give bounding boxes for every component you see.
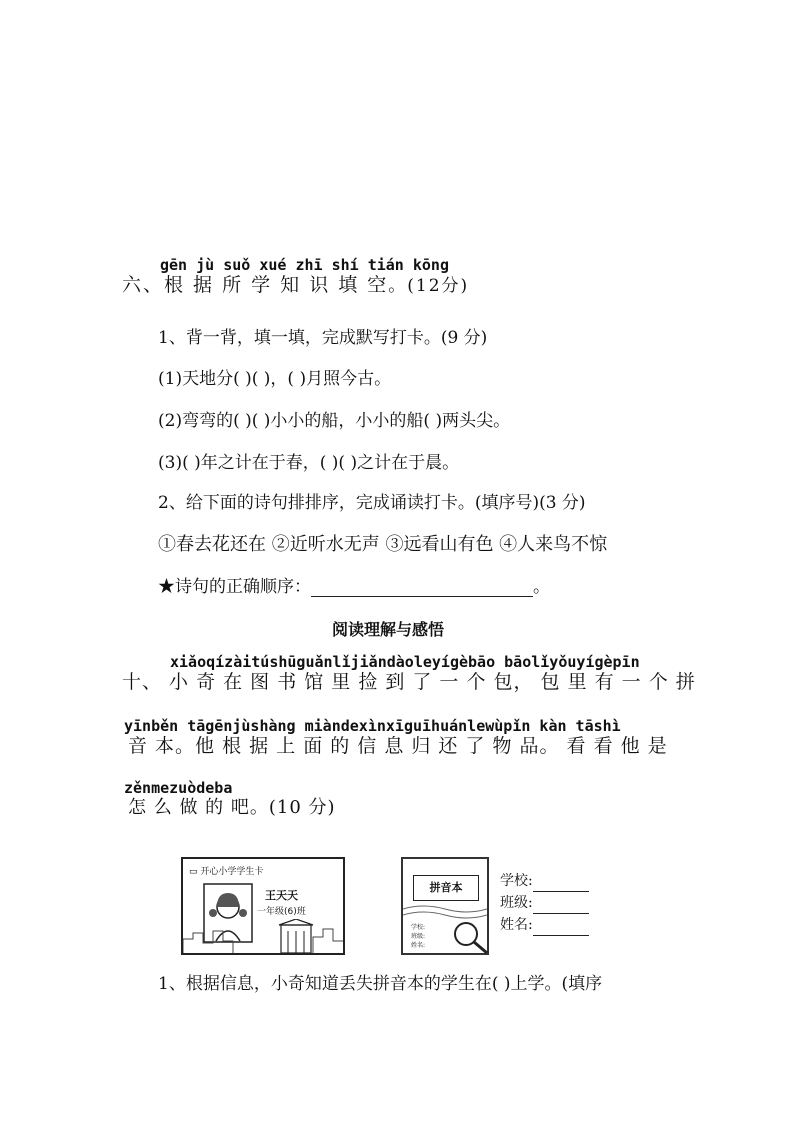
q1-title: 1、背一背，填一填，完成默写打卡。(9 分) <box>158 328 488 348</box>
q2-options: ①春去花还在 ②近听水无声 ③远看山有色 ④人来鸟不惊 <box>158 534 608 555</box>
notebook-fields <box>411 923 425 950</box>
info-form-class-label: 班级: <box>500 895 533 911</box>
info-form-name-blank[interactable] <box>533 923 589 936</box>
q10-1-text: 1、根据信息，小奇知道丢失拼音本的学生在( )上学。(填序 <box>158 974 603 994</box>
section6-title: 根 据 所 学 知 识 填 空 <box>164 274 389 296</box>
pinyin-notebook <box>401 857 489 955</box>
student-card <box>181 857 345 955</box>
card-logo-icon: ▭ <box>189 867 198 877</box>
info-form-school-label: 学校: <box>500 873 533 889</box>
student-class: 一年级(6)班 <box>257 907 306 917</box>
student-name: 王天天 <box>265 889 298 902</box>
s10-line1-pinyin: xiǎoqízàitúshūguǎnlǐjiǎndàoleyígèbāo bāolǐyǒuyígèpīn <box>170 653 640 671</box>
section6-number: 六、 <box>122 274 165 296</box>
notebook-field-school: 学校: <box>411 924 426 931</box>
s10-line2-pinyin: yīnběn tāgēnjùshàng miàndexìnxīguīhuánlewùpǐn kàn tāshì <box>124 717 621 735</box>
info-form-name <box>500 914 589 936</box>
section6-pinyin: gēn jù suǒ xué zhī shí tián kōng <box>160 256 449 274</box>
q2-answer-label: ★诗句的正确顺序： <box>158 577 311 597</box>
s10-line3-pinyin: zěnmezuòdeba <box>124 779 233 797</box>
school-building-icon <box>183 919 343 953</box>
info-form-name-label: 姓名: <box>500 917 533 933</box>
section6-score: 。(12分) <box>388 276 470 296</box>
info-form-school <box>500 870 589 892</box>
info-form-class-blank[interactable] <box>533 901 589 914</box>
reading-heading: 阅读理解与感悟 <box>332 620 445 639</box>
q2-answer-row <box>158 572 550 597</box>
s10-line2-text: 音 本。他 根 据 上 面 的 信 息 归 还 了 物 品。 看 看 他 是 <box>128 735 668 757</box>
q2-answer-end: 。 <box>533 577 550 597</box>
info-form-class <box>500 892 589 914</box>
s10-line1-text: 十、 小 奇 在 图 书 馆 里 捡 到 了 一 个 包， 包 里 有 一 个 拼 <box>122 671 696 693</box>
student-card-header <box>189 864 263 877</box>
notebook-title: 拼音本 <box>413 875 479 901</box>
info-form <box>500 870 589 936</box>
section6-heading <box>122 270 469 297</box>
info-form-school-blank[interactable] <box>533 879 589 892</box>
q2-answer-blank[interactable] <box>311 578 533 597</box>
notebook-field-name: 姓名: <box>411 942 426 949</box>
q2-title: 2、给下面的诗句排排序，完成诵读打卡。(填序号)(3 分) <box>158 493 586 513</box>
magnifier-icon <box>451 919 491 955</box>
student-card-header-text: 开心小学学生卡 <box>200 867 264 877</box>
q1-line2: (2)弯弯的( )( )小小的船，小小的船( )两头尖。 <box>158 411 511 431</box>
s10-line3-text: 怎 么 做 的 吧。(10 分) <box>128 797 336 818</box>
q1-line1: (1)天地分( )( )，( )月照今古。 <box>158 369 392 389</box>
q1-line3: (3)( )年之计在于春，( )( )之计在于晨。 <box>158 453 460 473</box>
notebook-field-class: 班级: <box>411 933 426 940</box>
